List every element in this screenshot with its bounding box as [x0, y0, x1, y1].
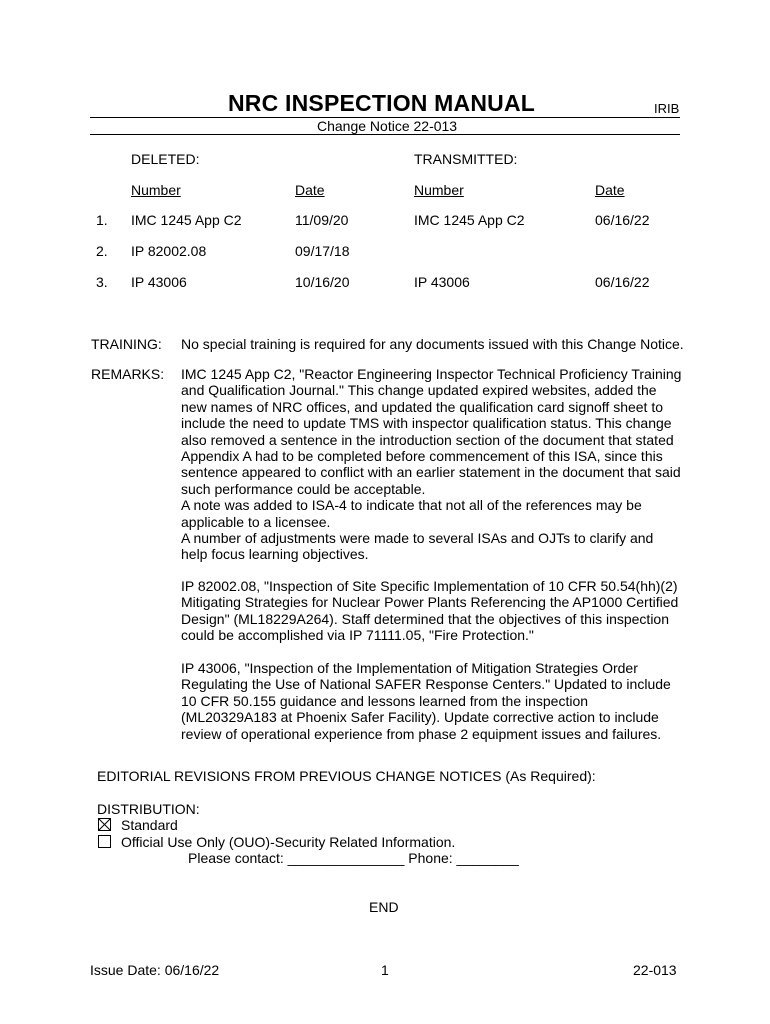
text-line: such performance could be acceptable.: [181, 480, 426, 497]
deleted-heading: DELETED:: [131, 151, 200, 167]
footer-issue-date: Issue Date: 06/16/22: [90, 962, 220, 978]
end-marker: END: [369, 899, 399, 915]
transmitted-date: 06/16/22: [595, 274, 650, 290]
text-line: A number of adjustments were made to several ISAs and OJTs to clarify and: [181, 530, 654, 547]
ouo-checkbox[interactable]: [98, 835, 111, 848]
deleted-date: 11/09/20: [295, 212, 349, 228]
text-line: Regulating the Use of National SAFER Response Centers." Updated to include: [181, 676, 671, 693]
distribution-label: DISTRIBUTION:: [97, 801, 200, 817]
check-x-icon: [99, 819, 110, 830]
text-line: Mitigating Strategies for Nuclear Power Plants Referencing the AP1000 Certified: [181, 594, 679, 611]
footer-notice-number: 22-013: [633, 962, 677, 978]
text-line: sentence appeared to conflict with an earlier statement in the document that said: [181, 464, 681, 481]
text-line: IMC 1245 App C2, "Reactor Engineering Inspector Technical Proficiency Training: [181, 366, 682, 382]
training-label: TRAINING:: [91, 336, 162, 352]
text-line: IP 43006, "Inspection of the Implementation of Mitigation Strategies Order: [181, 660, 638, 676]
contact-line: Please contact: _______________ Phone: ________: [188, 850, 519, 866]
row-index: 2.: [96, 243, 108, 259]
transmitted-heading: TRANSMITTED:: [414, 151, 518, 167]
text-line: 10 CFR 50.155 guidance and lessons learned from the inspection: [181, 692, 589, 709]
remarks-paragraph-imc: [181, 366, 686, 563]
text-line: IP 82002.08, "Inspection of Site Specific Implementation of 10 CFR 50.54(hh)(2): [181, 578, 678, 594]
deleted-number-header: Number: [131, 182, 181, 198]
standard-checkbox[interactable]: [98, 818, 111, 831]
deleted-number: IP 82002.08: [131, 243, 207, 259]
text-line: help focus learning objectives.: [181, 546, 369, 563]
header-rule-bottom: [90, 134, 680, 135]
row-index: 3.: [96, 274, 108, 290]
deleted-date-header: Date: [295, 182, 325, 198]
transmitted-number: IP 43006: [414, 274, 470, 290]
change-notice-number: Change Notice 22-013: [317, 118, 458, 134]
text-line: also removed a sentence in the introduction section of the document that stated: [181, 431, 674, 448]
editorial-revisions-heading: EDITORIAL REVISIONS FROM PREVIOUS CHANGE NOTICES (As Required):: [97, 768, 596, 784]
text-line: (ML20329A183 at Phoenix Safer Facility). Update corrective action to include: [181, 709, 659, 726]
ouo-label: Official Use Only (OUO)-Security Related Information.: [121, 834, 456, 850]
deleted-number: IMC 1245 App C2: [131, 212, 242, 228]
text-line: new names of NRC offices, and updated the qualification card signoff sheet to: [181, 398, 664, 415]
footer-page-number: 1: [381, 962, 389, 978]
text-line: could be accomplished via IP 71111.05, "Fire Protection.": [181, 627, 534, 644]
text-line: include the need to update TMS with inspector qualification status. This change: [181, 415, 672, 432]
transmitted-number-header: Number: [414, 182, 464, 198]
text-line: and Qualification Journal." This change updated expired websites, added the: [181, 382, 657, 399]
remarks-label: REMARKS:: [91, 366, 165, 382]
deleted-date: 10/16/20: [295, 274, 350, 290]
text-line: review of operational experience from phase 2 equipment issues and failures.: [181, 725, 662, 742]
training-text: No special training is required for any documents issued with this Change Notice.: [181, 336, 684, 352]
transmitted-number: IMC 1245 App C2: [414, 212, 525, 228]
office-code: IRIB: [654, 101, 680, 116]
remarks-paragraph-ip82002: [181, 578, 686, 644]
page-title: NRC INSPECTION MANUAL: [228, 90, 536, 116]
transmitted-date: 06/16/22: [595, 212, 650, 228]
deleted-date: 09/17/18: [295, 243, 350, 259]
row-index: 1.: [96, 212, 108, 228]
deleted-number: IP 43006: [131, 274, 187, 290]
text-line: Design" (ML18229A264). Staff determined that the objectives of this inspection: [181, 610, 669, 627]
text-line: Appendix A had to be completed before commencement of this ISA, since this: [181, 448, 663, 465]
text-line: A note was added to ISA-4 to indicate that not all of the references may be: [181, 497, 642, 514]
transmitted-date-header: Date: [595, 182, 625, 198]
standard-label: Standard: [121, 817, 178, 833]
text-line: applicable to a licensee.: [181, 513, 331, 530]
remarks-paragraph-ip43006: [181, 660, 686, 742]
